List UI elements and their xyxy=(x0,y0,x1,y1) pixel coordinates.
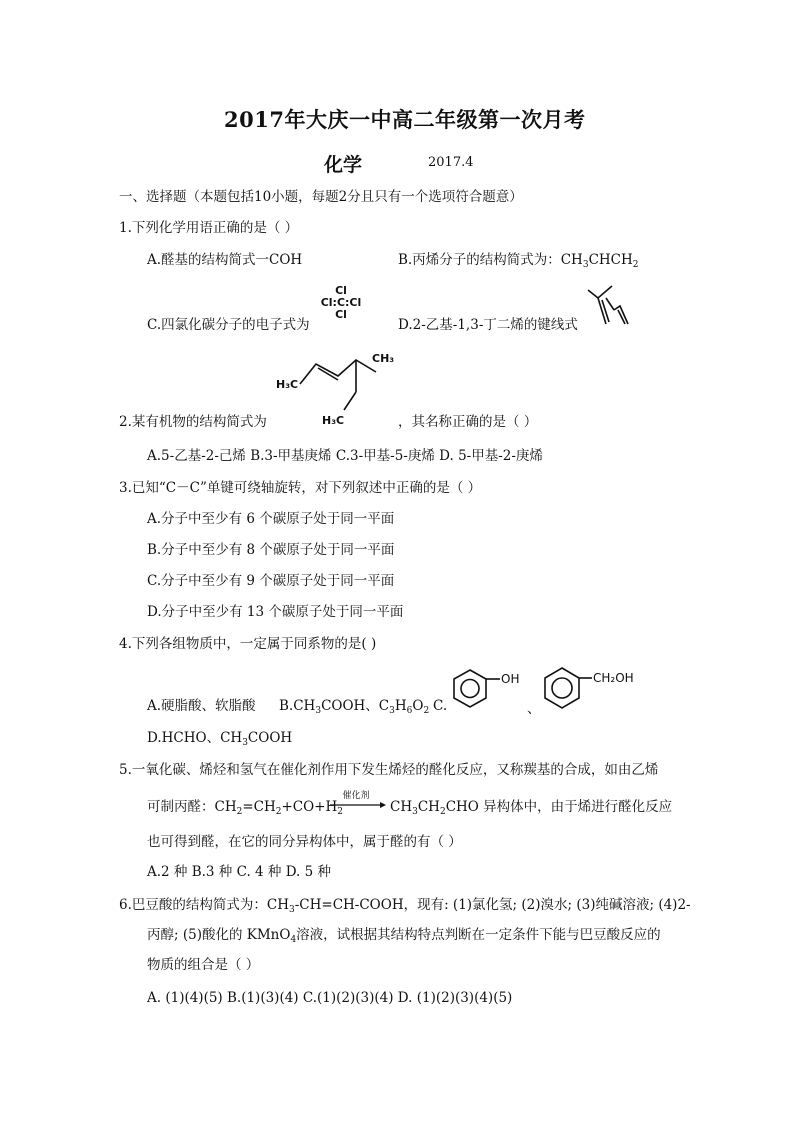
q6-line1: 6.巴豆酸的结构简式为：$CH_3-CH=CH$-COOH，现有: (1)氯化氢; (2)溴水; (3)纯碱溶液; (4)2- xyxy=(119,897,691,915)
ethylbutadiene-skeletal-formula xyxy=(584,284,634,330)
q2-stem-post: ，其名称正确的是（ ） xyxy=(398,414,538,430)
exam-date: 2017.4 xyxy=(428,155,474,170)
q4-option-d: D.HCHO、$CH_3COOH$ xyxy=(147,730,293,748)
q1-option-a: A.醛基的结构简式一COH xyxy=(147,252,303,268)
reaction-arrow xyxy=(328,800,386,810)
q4-option-c-label: C. xyxy=(433,698,448,714)
q5-reaction-right: $CH_3CH_2CHO$ 异构体中，由于烯进行醛化反应 xyxy=(390,799,673,817)
q1-stem: 1.下列化学用语正确的是（ ） xyxy=(119,220,299,236)
q6-options: A. (1)(4)(5) B.(1)(3)(4) C.(1)(2)(3)(4) D. (1)(2)(3)(4)(5) xyxy=(147,990,513,1006)
q3-option-c: C.分子中至少有 9 个碳原子处于同一平面 xyxy=(147,573,395,589)
q4-separator: 、 xyxy=(527,701,541,717)
subject-label: 化学 xyxy=(324,154,363,176)
q1-option-d: D.2-乙基-1,3-丁二烯的键线式 xyxy=(398,317,578,333)
q1-option-b: B.丙烯分子的结构简式为：$CH_3CHCH_2$ xyxy=(398,252,639,270)
phenol-structure xyxy=(452,668,527,710)
q5-reaction-left: 可制丙醛：$CH_2=CH_2+CO+H_2$ xyxy=(147,799,344,817)
page-title: 2017年大庆一中高二年级第一次月考 xyxy=(224,107,586,132)
q2-structure-formula xyxy=(276,352,406,427)
q6-line2: 丙醇; (5)酸化的 KMnO$_4$溶液，试根据其结构特点判断在一定条件下能与巴豆酸反应的 xyxy=(147,927,661,945)
q4-option-b: $B.CH_3COOH$、$C_3H_6O_2$ xyxy=(279,698,430,716)
benzyl-alcohol-structure xyxy=(544,666,654,710)
q2-stem-pre: 2.某有机物的结构简式为 xyxy=(119,414,267,430)
catalyst-label: 催化剂 xyxy=(342,791,370,801)
q5-options: A.2 种 B.3 种 C. 4 种 D. 5 种 xyxy=(147,864,332,880)
svg-text:CH₃: CH₃ xyxy=(372,352,395,365)
q6-line3: 物质的组合是（ ） xyxy=(147,957,260,973)
q1-option-c: C.四氯化碳分子的电子式为 xyxy=(147,317,310,333)
svg-text:OH: OH xyxy=(501,672,520,686)
q4-option-a: A.硬脂酸、软脂酸 xyxy=(147,698,256,714)
q2-options: A.5-乙基-2-己烯 B.3-甲基庚烯 C.3-甲基-5-庚烯 D. 5-甲基-2-庚烯 xyxy=(147,448,543,464)
section-heading: 一、选择题（本题包括10小题，每题2分且只有一个选项符合题意） xyxy=(119,189,523,205)
svg-text:H₃C: H₃C xyxy=(322,414,345,427)
q5-line1: 5.一氧化碳、烯烃和氢气在催化剂作用下发生烯烃的醛化反应，又称羰基的合成，如由乙烯 xyxy=(119,762,659,778)
q5-line3: 也可得到醛，在它的同分异构体中，属于醛的有（ ） xyxy=(147,834,462,850)
q3-option-d: D.分子中至少有 13 个碳原子处于同一平面 xyxy=(147,604,404,620)
q4-stem: 4.下列各组物质中，一定属于同系物的是( ) xyxy=(119,636,377,652)
q3-option-b: B.分子中至少有 8 个碳原子处于同一平面 xyxy=(147,542,395,558)
q3-option-a: A.分子中至少有 6 个碳原子处于同一平面 xyxy=(147,511,395,527)
ccl4-electron-formula: Cl Cl:C:Cl Cl xyxy=(320,284,362,321)
svg-text:CH₂OH: CH₂OH xyxy=(593,671,634,685)
q3-stem: 3.已知“C－C”单键可绕轴旋转，对下列叙述中正确的是（ ） xyxy=(119,480,482,496)
svg-text:H₃C: H₃C xyxy=(276,378,299,391)
